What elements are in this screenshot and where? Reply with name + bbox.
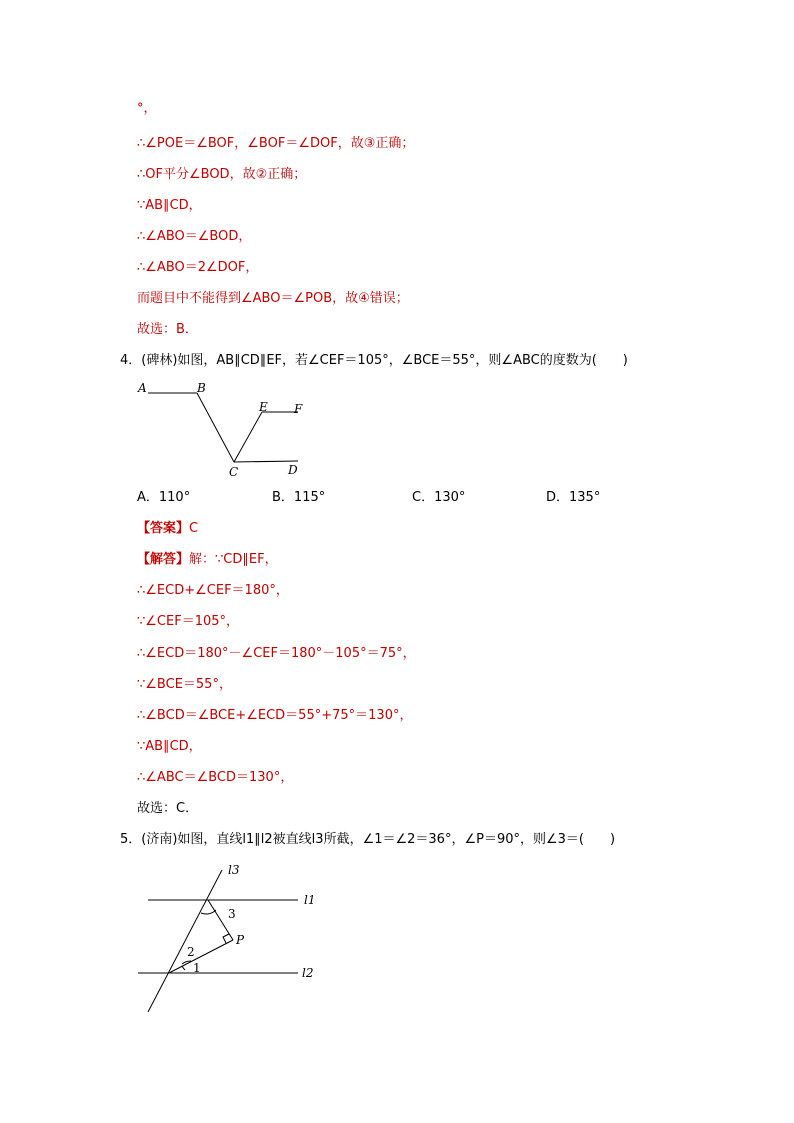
solution-line-3: ∵AB∥CD， — [137, 198, 202, 213]
step-5: ∴∠BCD＝∠BCE+∠ECD＝55°+75°＝130°， — [137, 708, 413, 723]
point-B-label: B — [197, 381, 206, 395]
solution-line-2: ∴OF平分∠BOD，故②正确； — [137, 167, 307, 182]
solution-line-0: °， — [137, 101, 157, 116]
point-P-label: P — [236, 933, 245, 947]
angle-1-label: 1 — [193, 961, 201, 975]
step-7: ∴∠ABC＝∠BCD＝130°， — [137, 770, 294, 785]
point-A-label: A — [138, 381, 147, 395]
point-F-label: F — [294, 402, 303, 416]
step-6: ∵AB∥CD， — [137, 739, 202, 754]
l3-label: l3 — [228, 863, 240, 877]
point-E-label: E — [259, 400, 268, 414]
point-D-label: D — [288, 463, 298, 477]
option-c: C．130° — [412, 490, 466, 505]
solution-line-6: 而题目中不能得到∠ABO＝∠POB，故④错误； — [137, 291, 409, 306]
question-5-stem: 5．(济南)如图，直线l1∥l2被直线l3所截，∠1＝∠2＝36°，∠P＝90°，则∠3＝( ) — [120, 832, 616, 847]
l1-label: l1 — [304, 893, 316, 907]
l2-label: l2 — [302, 966, 314, 980]
step-1: ∴∠ECD+∠CEF＝180°， — [137, 583, 289, 598]
solution-line-5: ∴∠ABO＝2∠DOF， — [137, 260, 259, 275]
solution-line-4: ∴∠ABO＝∠BOD， — [137, 229, 252, 244]
analysis-tag: 【解答】 — [137, 552, 190, 567]
point-C-label: C — [229, 465, 239, 479]
step-2: ∵∠CEF＝105°， — [137, 614, 240, 629]
answer-line — [137, 521, 198, 537]
question-4-figure — [130, 372, 330, 482]
angle-2-label: 2 — [187, 945, 195, 959]
question-5-figure — [130, 858, 330, 1018]
answer-tag: 【答案】 — [137, 521, 190, 536]
step-3: ∴∠ECD＝180°－∠CEF＝180°－105°＝75°， — [137, 646, 416, 661]
step-8: 故选：C． — [137, 801, 199, 816]
solution-line-7: 故选：B． — [137, 322, 198, 337]
question-4-stem: 4．(碑林)如图，AB∥CD∥EF，若∠CEF＝105°，∠BCE＝55°，则∠ABC的度数为( ) — [120, 353, 628, 368]
option-a: A．110° — [137, 490, 191, 505]
option-d: D．135° — [546, 490, 601, 505]
answer-value: C — [189, 521, 199, 536]
step-4: ∵∠BCE＝55°， — [137, 677, 232, 692]
option-b: B．115° — [272, 490, 326, 505]
analysis-line — [137, 552, 278, 568]
angle-3-label: 3 — [228, 907, 236, 921]
solution-line-1: ∴∠POE＝∠BOF，∠BOF＝∠DOF，故③正确； — [137, 136, 415, 151]
analysis-first: 解：∵CD∥EF， — [189, 552, 278, 567]
